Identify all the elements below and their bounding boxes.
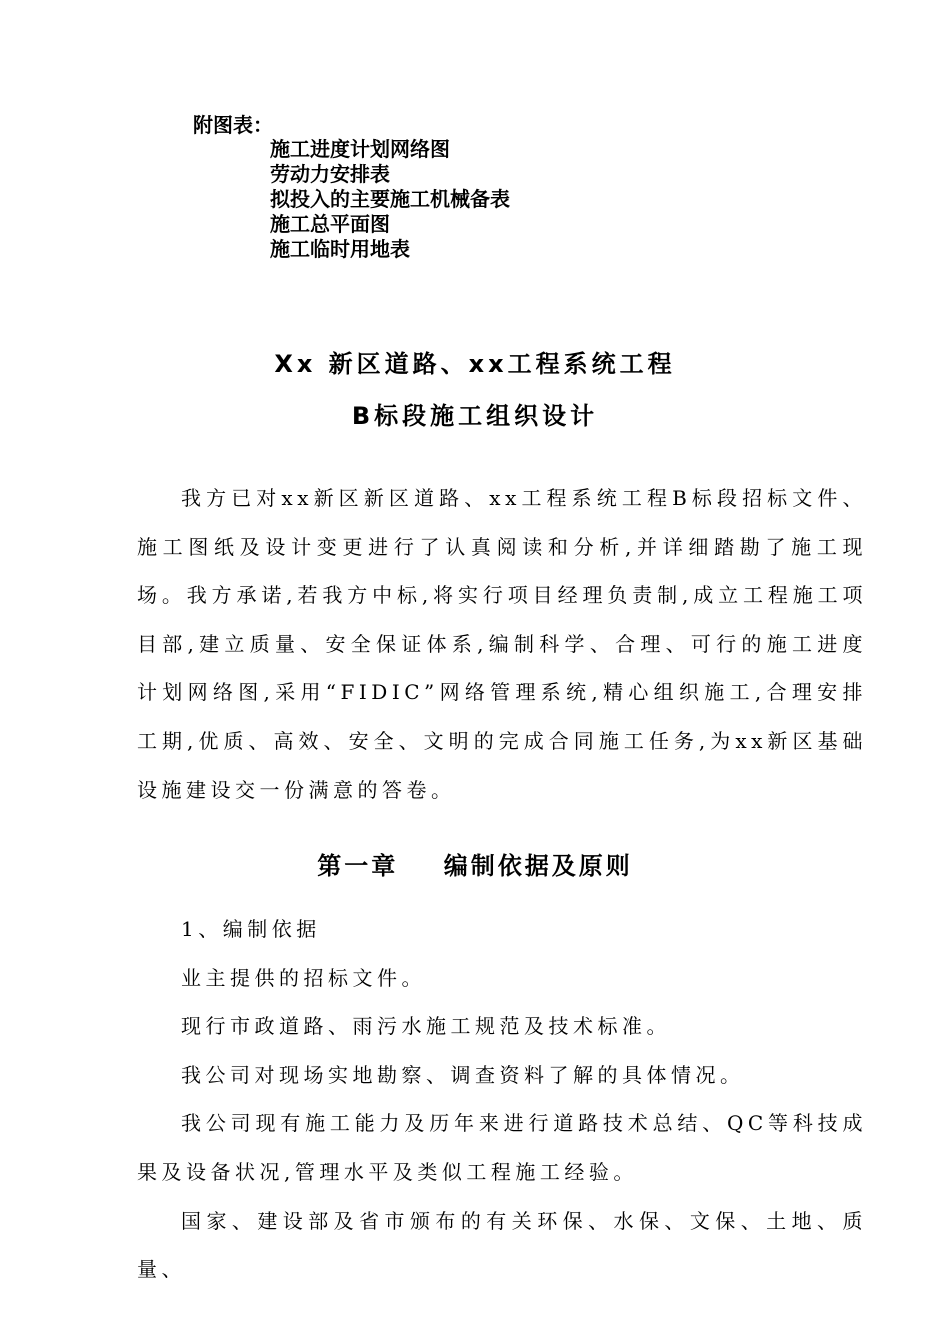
section-paragraph: 我公司对现场实地勘察、调查资料了解的具体情况。: [181, 1062, 745, 1087]
section-paragraph: 国家、建设部及省市颁布的有关环保、水保、文保、土地、质量、: [137, 1208, 867, 1282]
intro-paragraph: 我方已对xx新区新区道路、xx工程系统工程B标段招标文件、施工图纸及设计变更进行了认真阅读和分析,并详细踏勘了施工现场。我方承诺,若我方中标,将实行项目经理负责制,成立工程施工项目部,建立质量、安全保证体系,编制科学、合理、可行的施工进度计划网络图,采用“FIDIC”网络管理系统,精心组织施工,合理安排工期,优质、高效、安全、文明的完成合同施工任务,为xx新区基础设施建设交一份满意的答卷。: [137, 486, 867, 802]
appendix-item: 施工临时用地表: [270, 237, 410, 261]
section-compilation-basis: [137, 905, 867, 1294]
document-title-line-1: Xx 新区道路、xx工程系统工程: [274, 350, 676, 378]
appendix-item: 劳动力安排表: [270, 162, 390, 186]
appendix-item: 拟投入的主要施工机械备表: [270, 187, 510, 211]
document-title-line-2: B标段施工组织设计: [351, 402, 599, 430]
section-paragraph: 业主提供的招标文件。: [181, 965, 426, 990]
appendix-item: 施工进度计划网络图: [270, 137, 450, 161]
appendix-list: [270, 137, 510, 262]
section-paragraph: 我公司现有施工能力及历年来进行道路技术总结、QC等科技成果及设备状况,管理水平及类似工程施工经验。: [137, 1111, 867, 1184]
appendix-heading: 附图表：: [193, 113, 273, 137]
section-heading: 1、编制依据: [181, 917, 321, 941]
section-paragraph: 现行市政道路、雨污水施工规范及技术标准。: [181, 1014, 671, 1039]
appendix-item: 施工总平面图: [270, 212, 390, 236]
chapter-title: 第一章 编制依据及原则: [317, 852, 633, 880]
